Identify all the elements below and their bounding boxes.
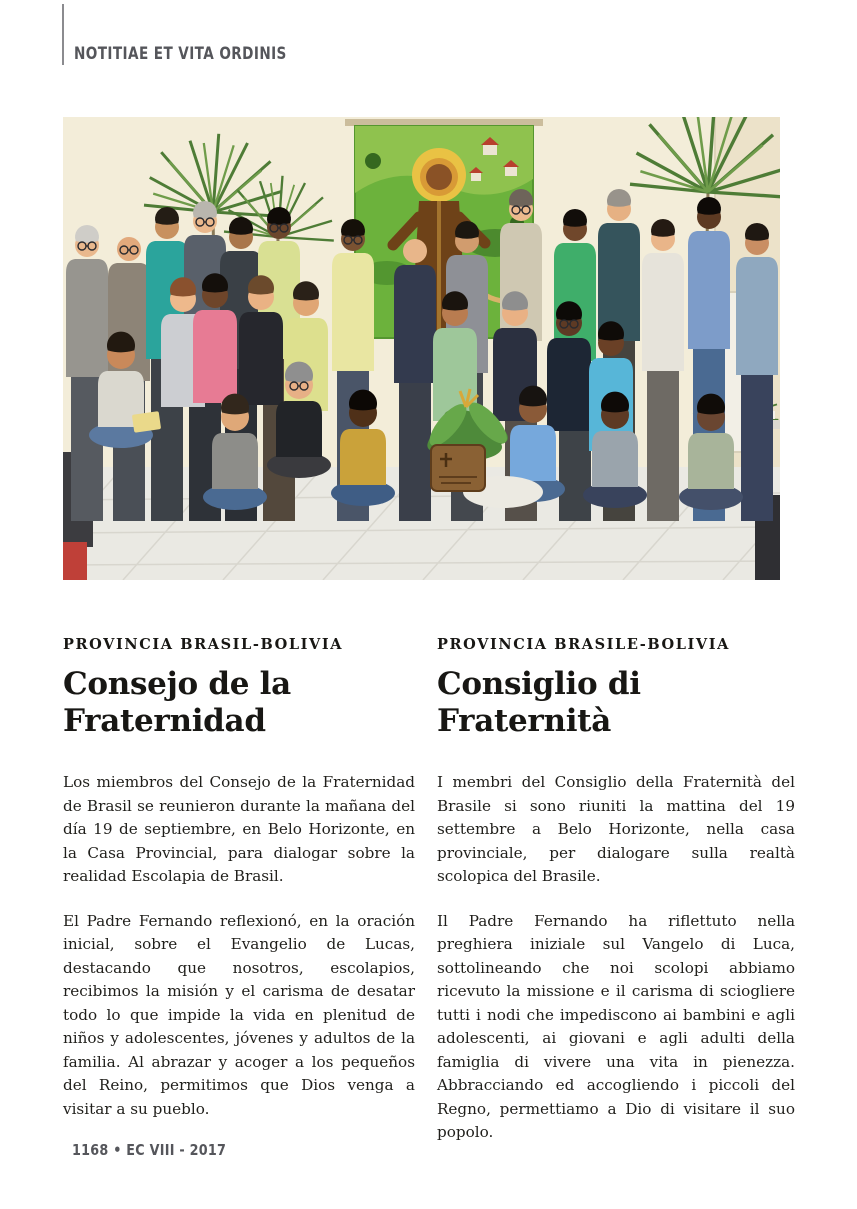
- running-head: NOTITIAE ET VITA ORDINIS: [74, 44, 287, 64]
- body-paragraph: I membri del Consiglio della Fraternità del Brasile si sono riuniti la mattina del 19 settembre a Belo Horizonte, nella casa provinciale, per dialogare sulla realtà scolopica del Brasile.: [437, 773, 795, 885]
- article-title-line: Fraternidad: [63, 703, 266, 739]
- article-body: [437, 771, 795, 1145]
- article-title: [437, 666, 795, 740]
- person: [642, 219, 684, 521]
- article-title: [63, 666, 415, 740]
- article-title-line: Consiglio di: [437, 666, 641, 702]
- group-photo-illustration: [63, 117, 780, 580]
- body-paragraph: Los miembros del Consejo de la Fraternidad de Brasil se reunieron durante la mañana del día 19 de septiembre, en Belo Horizonte, en la Casa Provincial, para dialogar sobre la realidad Escolapia de Brasil.: [63, 773, 415, 885]
- article-title-line: Consejo de la: [63, 666, 291, 702]
- wooden-plaque: [431, 445, 485, 491]
- person: [66, 225, 108, 521]
- person: [736, 223, 778, 521]
- header-vertical-rule: [62, 4, 64, 65]
- article-title-line: Fraternità: [437, 703, 611, 739]
- article-kicker: PROVINCIA BRASIL-BOLIVIA: [63, 636, 344, 653]
- article-columns: [63, 636, 795, 1166]
- group-photo: [63, 117, 780, 580]
- article-kicker: PROVINCIA BRASILE-BOLIVIA: [437, 636, 730, 653]
- red-object: [63, 542, 87, 580]
- article-body: [63, 771, 415, 1121]
- body-paragraph: El Padre Fernando reflexionó, en la oración inicial, sobre el Evangelio de Lucas, destacando que nosotros, escolapios, recibimos la misión y el carisma de desatar todo lo que impide la vida en plenitud de niños y adolescentes, jóvenes y adultos de la familia. Al abrazar y acoger a los pequeños del Reino, permitimos que Dios venga a visitar a su pueblo.: [63, 911, 415, 1118]
- body-paragraph: Il Padre Fernando ha riflettuto nella preghiera iniziale sul Vangelo di Luca, sottolineando che noi scolopi abbiamo ricevuto la missione e il carisma di sciogliere tutti i nodi che impediscono ai bambini e agli adolescenti, ai giovani e agli adulti della famiglia di vivere una vita in pienezza. Abbracciando ed accogliendo i piccoli del Regno, permettiamo a Dio di visitare il suo popolo.: [437, 911, 795, 1141]
- yellow-notebook: [132, 411, 161, 433]
- page-number-footer: 1168 • EC VIII - 2017: [72, 1141, 227, 1159]
- article-spanish: [63, 636, 415, 1166]
- article-italian: [437, 636, 795, 1166]
- person: [394, 239, 436, 521]
